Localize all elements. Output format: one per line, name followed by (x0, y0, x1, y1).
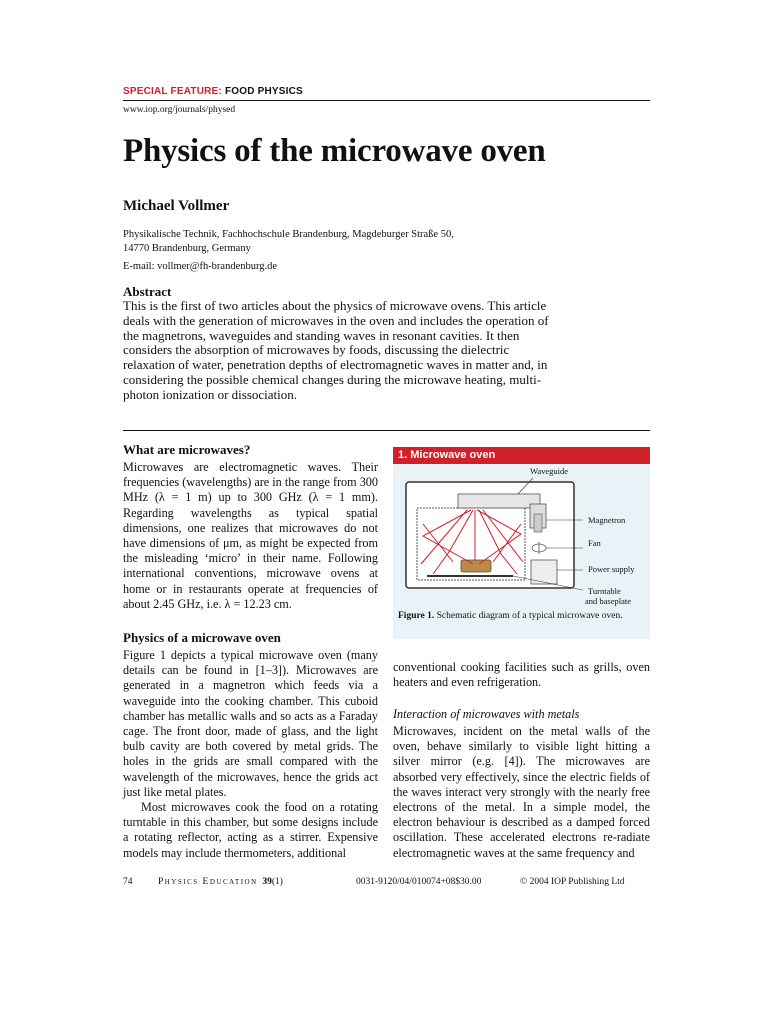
journal-name: Physics Education (158, 877, 258, 887)
magnetron-core (534, 514, 542, 532)
article-title: Physics of the microwave oven (123, 133, 546, 169)
waveguide (458, 494, 540, 508)
paragraph-text: Microwaves, incident on the metal walls of the oven, behave similarly to visible light hitting a silver mirror (e.g. [4]). The microwaves are absorbed very effectively, since the electric fields of the waves interact very strongly with the nearly free electrons of the metal. In a simple model, the electron behaviour is described as a damped forced oscillation. These accelerated electrons re-radiate electromagnetic waves at the same frequency and (393, 724, 650, 860)
page-number: 74 (123, 877, 133, 887)
paragraph-text: Microwaves are electromagnetic waves. Their frequencies (wavelengths) are in the range from 300 MHz (λ = 1 m) up to 300 GHz (λ = 1 mm). Regarding wavelengths as typical spatial dimensions, one realizes that microwaves do not have dimensions of μm, as might be expected from the misleading ‘micro’ in their name. Following international conventions, microwave ovens at home or in restaurants operate at frequencies of about 2.45 GHz, i.e. λ = 12.23 cm. (123, 460, 378, 611)
label-fan: Fan (588, 538, 601, 548)
abstract-text: This is the first of two articles about the physics of microwave ovens. This article deals with the generation of microwaves in the oven and includes the operation of the magnetrons, waveguides and standing waves in resonant cavities. It then considers the absorption of microwaves by foods, discussing the dielectric relaxation of water, penetration depths of electromagnetic waves in matter and, in considering the possible chemical changes during the microwave heating, multi-photon ionization or dissociation. (123, 298, 549, 402)
article-code: 0031-9120/04/010074+08$30.00 (356, 877, 482, 887)
microwave-oven-diagram (393, 464, 650, 610)
paragraph-text: conventional cooking facilities such as grills, oven heaters and even refrigeration. (393, 660, 650, 690)
paragraph-continued (393, 660, 650, 690)
paragraph-physics-of-oven (123, 648, 378, 861)
feature-label: SPECIAL FEATURE: (123, 86, 222, 97)
paragraph-text: Figure 1 depicts a typical microwave oven (many details can be found in [1–3]). Microwaves are generated in a magnetron which feeds via a waveguide into the cooking chamber. This cuboid chamber has metallic walls and so acts as a Faraday cage. The front door, made of glass, and the light bulb cavity are both covered by metal grids. The holes in the grids are small compared with the wavelength of the microwaves, hence the grids act just like metal plates. (123, 648, 378, 799)
author-name: Michael Vollmer (123, 198, 230, 214)
journal-issue: (1) (271, 877, 283, 887)
label-power-supply: Power supply (588, 564, 635, 574)
affiliation-line-2: 14770 Brandenburg, Germany (123, 242, 251, 254)
food-dish (461, 560, 491, 572)
abstract-heading: Abstract (123, 284, 172, 299)
affiliation-line-1: Physikalische Technik, Fachhochschule Brandenburg, Magdeburger Straße 50, (123, 229, 454, 240)
caption-text: Schematic diagram of a typical microwave oven. (434, 611, 623, 621)
feature-topic: FOOD PHYSICS (224, 86, 303, 97)
label-turntable-2: and baseplate (585, 596, 632, 606)
label-magnetron: Magnetron (588, 515, 626, 525)
section-heading-what-are-microwaves: What are microwaves? (123, 442, 251, 457)
figure-header: 1. Microwave oven (393, 447, 650, 464)
label-turntable-1: Turntable (588, 586, 621, 596)
header-rule (123, 100, 650, 101)
label-waveguide: Waveguide (530, 466, 569, 476)
figure-caption (398, 611, 643, 622)
affiliation (123, 228, 523, 255)
journal-footer (158, 877, 283, 887)
section-heading-physics-of-oven: Physics of a microwave oven (123, 630, 281, 645)
journal-volume: 39 (262, 877, 272, 887)
paragraph-metals (393, 724, 650, 861)
section-rule (123, 430, 650, 431)
caption-label: Figure 1. (398, 611, 435, 621)
subsection-heading-metals: Interaction of microwaves with metals (393, 707, 580, 721)
author-email[interactable]: E-mail: vollmer@fh-brandenburg.de (123, 261, 278, 272)
journal-url[interactable]: www.iop.org/journals/physed (123, 105, 236, 115)
copyright: © 2004 IOP Publishing Ltd (520, 877, 625, 887)
paragraph-text: Most microwaves cook the food on a rotating turntable in this chamber, but some designs include a rotating reflector, acting as a stirrer. Expensive models may include thermometers, additional (123, 800, 378, 860)
special-feature-label (123, 86, 303, 97)
paragraph-what-are-microwaves (123, 460, 378, 612)
